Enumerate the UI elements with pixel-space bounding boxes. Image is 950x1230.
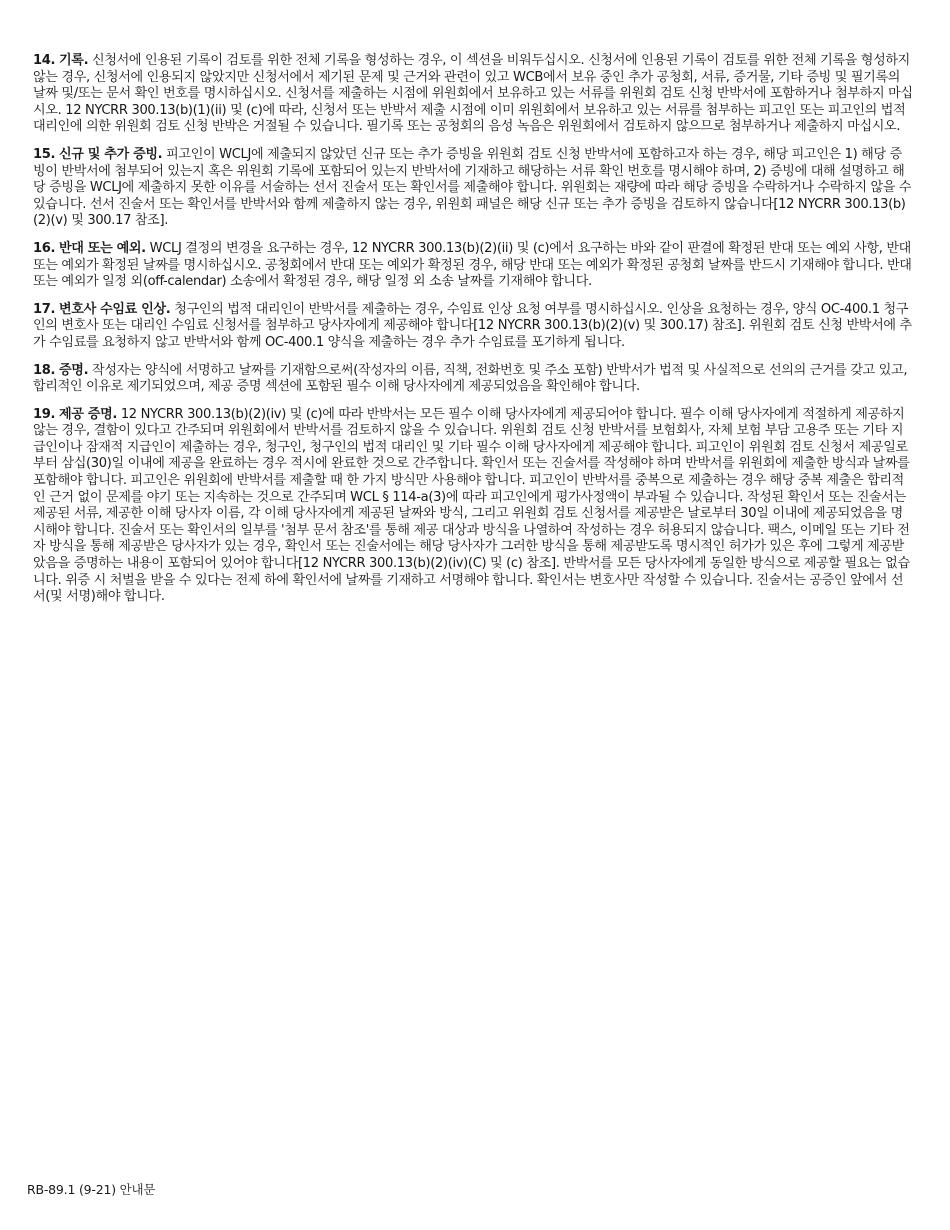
section-number: 18. xyxy=(33,362,56,378)
section-number: 17. xyxy=(33,301,56,317)
section-number: 14. xyxy=(33,53,56,68)
section-title: 변호사 수임료 인상. xyxy=(58,301,171,317)
section-title: 제공 증명. xyxy=(58,406,117,422)
form-footer-id: RB-89.1 (9-21) 안내문 xyxy=(27,1182,156,1197)
section-16 xyxy=(33,241,913,291)
section-number: 15. xyxy=(33,146,56,162)
section-text: 청구인의 법적 대리인이 반박서를 제출하는 경우, 수임료 인상 요청 여부를 명시하십시오. 인상을 요청하는 경우, 양식 OC-400.1 청구인의 변호사 또는 대리인 수임료 신청서를 첨부하고 당사자에게 제공해야 합니다[12 NYCRR 300.13(b)(2)(v) 및 300.17) 참조]. 위원회 검토 신청 반박서에 추가 수임료를 요청하지 않고 반박서와 함께 OC-400.1 양식을 제출하는 경우 추가 수임료를 포기하게 됩니다. xyxy=(33,301,912,350)
section-15 xyxy=(33,147,913,230)
section-text: WCLJ 결정의 변경을 요구하는 경우, 12 NYCRR 300.13(b)(2)(ii) 및 (c)에서 요구하는 바와 같이 판결에 확정된 반대 또는 예외 사항, 반대 또는 예외가 확정된 날짜를 명시하십시오. 공청회에서 반대 또는 예외가 확정된 경우, 해당 반대 또는 예외가 확정된 공청회 날짜를 반드시 기재해야 합니다. 반대 또는 예외가 일정 외(off-calendar) 소송에서 확정된 경우, 해당 일정 외 소송 날짜를 기재해야 합니다. xyxy=(33,240,912,290)
section-title: 신규 및 추가 증빙. xyxy=(58,146,163,162)
section-title: 반대 또는 예외. xyxy=(58,240,146,256)
section-18 xyxy=(33,363,913,396)
section-number: 16. xyxy=(33,240,56,256)
section-number: 19. xyxy=(33,406,56,422)
instructions-body xyxy=(33,53,913,617)
section-text: 피고인이 WCLJ에 제출되지 않았던 신규 또는 추가 증빙을 위원회 검토 신청 반박서에 포함하고자 하는 경우, 해당 피고인은 1) 해당 증빙이 반박서에 첨부되어 있는지 혹은 위원회 기록에 포함되어 있는지 반박서에 기재하고 해당하는 서류 확인 번호를 명시해야 하며, 2) 증빙에 대해 설명하고 해당 증빙을 WCLJ에 제출하지 못한 이유를 서술하는 선서 진술서 또는 확인서를 제출해야 합니다. 위원회는 재량에 따라 해당 증빙을 수락하거나 수락하지 않을 수 있습니다. 선서 진술서 또는 확인서를 반박서와 함께 제출하지 않는 경우, 위원회 패널은 해당 신규 또는 추가 증빙을 검토하지 않습니다[12 NYCRR 300.13(b)(2)(v) 및 300.17 참조]. xyxy=(33,146,912,229)
section-19 xyxy=(33,407,913,606)
section-title: 기록. xyxy=(58,53,89,68)
section-14 xyxy=(33,53,913,136)
section-text: 12 NYCRR 300.13(b)(2)(iv) 및 (c)에 따라 반박서는 모든 필수 이해 당사자에게 제공되어야 합니다. 필수 이해 당사자에게 적절하게 제공하지 않는 경우, 결함이 있다고 간주되며 위원회에서 반박서를 검토하지 않을 수 있습니다. 위원회 검토 신청 반박서를 보험회사, 자체 보험 부담 고용주 또는 기타 지급인이나 잠재적 지급인이 제출하는 경우, 청구인, 청구인의 법적 대리인 및 기타 필수 이해 당사자에게 제공해야 합니다. 피고인이 위원회 검토 신청서 제공일로부터 삼십(30)일 이내에 제공을 완료하는 경우 적시에 완료한 것으로 간주합니다. 확인서 또는 진술서를 작성해야 하며 반박서를 위원회에 제출한 방식과 날짜를 포함해야 합니다. 피고인은 위원회에 반박서를 제출할 때 한 가지 방식만 사용해야 합니다. 피고인이 반박서를 중복으로 제출하는 경우 해당 중복 제출은 합리적인 근거 없이 문제를 야기 또는 지속하는 것으로 간주되며 WCL § 114-a(3)에 따라 피고인에게 평가사정액이 부과될 수 있습니다. 작성된 확인서 또는 진술서는 제공된 서류, 제공한 이해 당사자 이름, 각 이해 당사자에게 제공된 날짜와 방식, 그리고 위원회 검토 신청서를 제공받은 날로부터 30일 이내에 제공되었음을 명시해야 합니다. 진술서 또는 확인서의 일부를 '첨부 문서 참조'를 통해 제공 대상과 방식을 나열하여 작성하는 경우 허용되지 않습니다. 팩스, 이메일 또는 기타 전자 방식을 통해 제공받은 당사자가 있는 경우, 확인서 또는 진술서에는 해당 당사자가 그러한 방식을 통해 제공받도록 명시적인 허가가 있은 후에 그렇게 제공받았음을 증명하는 내용이 포함되어 있어야 합니다[12 NYCRR 300.13(b)(2)(iv)(C) 및 (c) 참조]. 반박서를 모든 당사자에게 동일한 방식으로 제공할 필요는 없습니다. 위증 시 처벌을 받을 수 있다는 전제 하에 확인서에 날짜를 기재하고 서명해야 합니다. 확인서는 변호사만 작성할 수 있습니다. 진술서는 공증인 앞에서 선서(및 서명)해야 합니다. xyxy=(33,406,910,605)
section-title: 증명. xyxy=(58,362,89,378)
section-text: 신청서에 인용된 기록이 검토를 위한 전체 기록을 형성하는 경우, 이 섹션을 비워두십시오. 신청서에 인용된 기록이 검토를 위한 전체 기록을 형성하지 않는 경우, 신청서에 인용되지 않았지만 신청서에서 제기된 문제 및 근거와 관련이 있고 WCB에서 보유 중인 추가 공청회, 서류, 증거물, 기타 증빙 및 필기록의 날짜 및/또는 문서 확인 번호를 명시하십시오. 신청서를 제출하는 시점에 위원회에서 보유하고 있는 서류를 위원회 검토 신청 반박서에 포함하거나 첨부하지 마십시오. 12 NYCRR 300.13(b)(1)(ii) 및 (c)에 따라, 신청서 또는 반박서 제출 시점에 이미 위원회에서 보유하고 있는 서류를 첨부하는 피고인 또는 피고인의 법적 대리인에 의한 위원회 검토 신청 반박은 거절될 수 있습니다. 필기록 또는 공청회의 음성 녹음은 위원회에서 검토하지 않으므로 첨부하거나 제출하지 마십시오. xyxy=(33,53,913,135)
section-17 xyxy=(33,302,913,352)
section-text: 작성자는 양식에 서명하고 날짜를 기재함으로써(작성자의 이름, 직책, 전화번호 및 주소 포함) 반박서가 법적 및 사실적으로 선의의 근거를 갖고 있고, 합리적인 이유로 제기되었으며, 제공 증명 섹션에 포함된 필수 이해 당사자에게 제공되었음을 확인해야 합니다. xyxy=(33,362,908,395)
